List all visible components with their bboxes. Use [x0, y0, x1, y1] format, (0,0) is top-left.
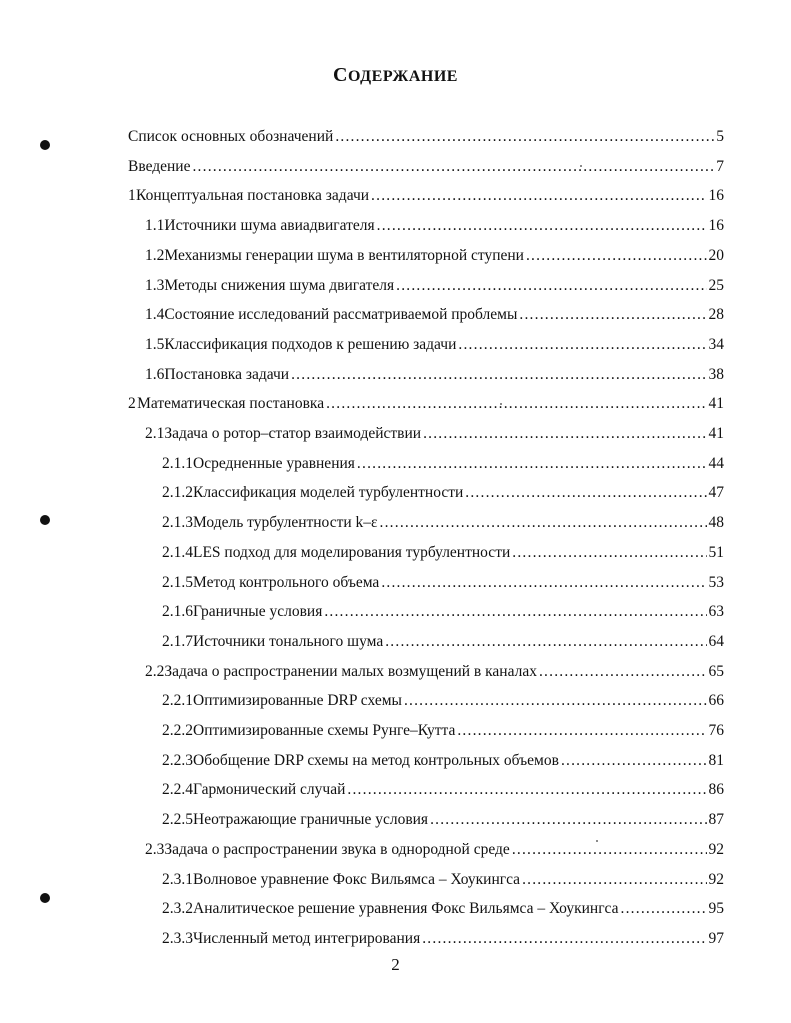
- toc-entry-page: 86: [708, 781, 724, 799]
- toc-entry: [145, 838, 724, 862]
- toc-entry-page: 66: [708, 692, 724, 710]
- toc-entry-page: 63: [708, 603, 724, 621]
- toc-entry-title: Состояние исследований рассматриваемой проблемы: [164, 306, 518, 324]
- toc-entry: [145, 660, 724, 684]
- toc-entry-page: 81: [708, 751, 724, 769]
- toc-entry: [128, 392, 724, 416]
- toc-entry-page: 95: [708, 900, 724, 918]
- toc-entry-page: 16: [708, 217, 724, 235]
- toc-entry-number: 2.1.7: [162, 632, 193, 650]
- toc-entry-page: 16: [708, 187, 724, 205]
- margin-bullet: [40, 893, 50, 903]
- toc-entry-title: Классификация моделей турбулентности: [193, 484, 464, 502]
- toc-entry-number: 2.3.3: [162, 929, 193, 947]
- toc-entry-page: 20: [708, 246, 724, 264]
- toc-entry-title: Постановка задачи: [164, 365, 290, 383]
- toc-entry-number: 2: [128, 395, 136, 413]
- toc-entry-title: Механизмы генерации шума в вентиляторной ступени: [164, 246, 524, 264]
- toc-entry: [162, 719, 724, 743]
- toc-leader-dots: [526, 244, 707, 268]
- toc-entry: [145, 363, 724, 387]
- toc-leader-dots: [385, 630, 706, 654]
- toc-entry-number: 1.3: [145, 276, 165, 294]
- toc-leader-dots: [423, 422, 706, 446]
- toc-leader-dots: [381, 571, 706, 595]
- toc-entry-number: 2.2.1: [162, 692, 193, 710]
- scan-speck: [596, 840, 598, 842]
- toc-entry: [145, 214, 724, 238]
- toc-entry-title: Осредненные уравнения: [193, 454, 355, 472]
- toc-entry: [162, 689, 724, 713]
- toc-entry-title: Задача о ротор–статор взаимодействии: [164, 425, 422, 442]
- toc-entry-number: 2.2: [145, 662, 165, 680]
- toc-entry-number: 2.2.2: [162, 722, 193, 739]
- toc-entry-title: Аналитическое решение уравнения Фокс Вильямса – Хоукингса: [193, 900, 619, 918]
- toc-entry-title: Введение: [128, 157, 191, 175]
- toc-entry-page: 65: [708, 662, 724, 680]
- toc-entry-title: Граничные условия: [193, 603, 323, 621]
- toc-leader-dots: [377, 214, 707, 238]
- toc-entry-title: Источники шума авиадвигателя: [164, 217, 375, 235]
- toc-leader-dots: [371, 184, 706, 208]
- toc-leader-dots: [192, 155, 714, 179]
- toc-entry: [145, 244, 724, 268]
- toc-entry-page: 76: [708, 722, 724, 739]
- toc-leader-dots: [457, 719, 706, 743]
- page-title: [0, 64, 791, 87]
- toc-leader-dots: [512, 541, 706, 565]
- toc-entry-title: Оптимизированные схемы Рунге–Кутта: [193, 722, 456, 739]
- margin-bullet: [40, 140, 50, 150]
- toc-entry-number: 2.2.3: [162, 751, 193, 769]
- toc-entry-page: 92: [708, 840, 724, 858]
- toc-leader-dots: [519, 303, 706, 327]
- toc-leader-dots: [422, 927, 706, 951]
- toc-entry-title: Метод контрольного объема: [193, 573, 380, 591]
- toc-entry-page: 41: [708, 425, 724, 442]
- toc-entry-number: 2.2.5: [162, 811, 193, 829]
- toc-entry-title: Список основных обозначений: [128, 128, 334, 145]
- toc-entry: [162, 808, 724, 832]
- toc-entry-page: 5: [716, 128, 724, 145]
- toc-entry: [162, 927, 724, 951]
- toc-entry: [128, 184, 724, 208]
- toc-entry-title: Задача о распространении малых возмущений в каналах: [164, 662, 537, 680]
- toc-entry-number: 1.5: [145, 335, 165, 353]
- toc-entry-title: Численный метод интегрирования: [193, 929, 421, 947]
- toc-entry-page: 97: [708, 929, 724, 947]
- toc-entry-number: 2.1.1: [162, 454, 193, 472]
- toc-leader-dots: [430, 808, 706, 832]
- toc-entry-number: 2.1: [145, 425, 165, 442]
- toc-entry-page: 48: [708, 514, 724, 532]
- toc-entry-number: 1.2: [145, 246, 165, 264]
- toc-entry-number: 1.4: [145, 306, 165, 324]
- toc-entry-number: 2.1.5: [162, 573, 193, 591]
- toc-entry-number: 1: [128, 187, 136, 205]
- toc-entry-title: Классификация подходов к решению задачи: [164, 335, 457, 353]
- toc-entry-title: Неотражающие граничные условия: [193, 811, 429, 829]
- toc-entry-title: Методы снижения шума двигателя: [164, 276, 395, 294]
- toc-entry-title: Обобщение DRP схемы на метод контрольных объемов: [193, 751, 559, 769]
- toc-entry-page: 53: [708, 573, 724, 591]
- toc-entry: [162, 600, 724, 624]
- toc-leader-dots: [357, 452, 707, 476]
- toc-entry: [162, 571, 724, 595]
- toc-entry-title: Источники тонального шума: [193, 632, 384, 650]
- toc-entry-page: 28: [708, 306, 724, 324]
- toc-leader-dots: [539, 660, 707, 684]
- toc-entry-title: Математическая постановка: [137, 395, 325, 413]
- page-number: 2: [391, 955, 400, 974]
- toc-leader-dots: [522, 868, 706, 892]
- toc-leader-dots: [347, 778, 706, 802]
- toc-entry-number: 2.3: [145, 840, 165, 858]
- toc-entry: [128, 155, 724, 179]
- title-text: СОДЕРЖАНИЕ: [333, 64, 458, 86]
- scan-speck: [580, 165, 582, 167]
- toc-entry-page: 34: [708, 335, 724, 353]
- toc-entry-page: 92: [708, 870, 724, 888]
- toc-entry-number: 1.6: [145, 365, 165, 383]
- toc-leader-dots: [621, 897, 707, 921]
- toc-leader-dots: [458, 333, 706, 357]
- toc-entry: [162, 452, 724, 476]
- toc-entry: [162, 749, 724, 773]
- toc-entry: [162, 481, 724, 505]
- toc-entry-number: 1.1: [145, 217, 165, 235]
- toc-entry-page: 25: [708, 276, 724, 294]
- toc-entry-page: 51: [708, 543, 724, 561]
- toc-entry: [162, 630, 724, 654]
- toc-entry-title: Оптимизированные DRP схемы: [193, 692, 402, 710]
- toc-entry: [145, 422, 724, 446]
- toc-entry-title: Волновое уравнение Фокс Вильямса – Хоукингса: [193, 870, 521, 888]
- toc-leader-dots: [465, 481, 706, 505]
- toc-leader-dots: [335, 125, 714, 149]
- toc-entry: [145, 333, 724, 357]
- toc-leader-dots: [404, 689, 707, 713]
- toc-leader-dots: [380, 511, 707, 535]
- toc-entry: [145, 274, 724, 298]
- toc-entry: [128, 125, 724, 149]
- toc-entry-number: 2.3.1: [162, 870, 193, 888]
- toc-entry-number: 2.1.2: [162, 484, 193, 502]
- toc-leader-dots: [326, 392, 706, 416]
- toc-entry-title: Задача о распространении звука в однородной среде: [164, 840, 510, 858]
- toc-leader-dots: [396, 274, 706, 298]
- toc-entry-title: Гармонический случай: [193, 781, 346, 799]
- toc-entry: [162, 511, 724, 535]
- toc-entry-page: 47: [708, 484, 724, 502]
- toc-entry-title: Модель турбулентности k–ε: [193, 514, 378, 532]
- toc-entry-number: 2.1.3: [162, 514, 193, 532]
- toc-leader-dots: [512, 838, 707, 862]
- toc-entry-page: 41: [708, 395, 724, 413]
- toc-leader-dots: [291, 363, 706, 387]
- toc-entry: [145, 303, 724, 327]
- toc-entry-page: 38: [708, 365, 724, 383]
- toc-leader-dots: [324, 600, 706, 624]
- toc-entry-title: LES подход для моделирования турбулентности: [193, 543, 511, 561]
- toc-entry-number: 2.2.4: [162, 781, 193, 799]
- toc-leader-dots: [561, 749, 707, 773]
- toc-entry-number: 2.1.6: [162, 603, 193, 621]
- scan-speck: [500, 403, 502, 405]
- toc-entry: [162, 778, 724, 802]
- toc-entry-page: 7: [716, 157, 724, 175]
- toc-entry-title: Концептуальная постановка задачи: [136, 187, 370, 205]
- toc-entry-page: 64: [708, 632, 724, 650]
- toc-entry-page: 44: [708, 454, 724, 472]
- toc-entry: [162, 541, 724, 565]
- toc-entry-number: 2.3.2: [162, 900, 193, 918]
- toc-entry: [162, 868, 724, 892]
- toc-entry: [162, 897, 724, 921]
- toc-entry-number: 2.1.4: [162, 543, 193, 561]
- margin-bullet: [40, 515, 50, 525]
- toc-entry-page: 87: [708, 811, 724, 829]
